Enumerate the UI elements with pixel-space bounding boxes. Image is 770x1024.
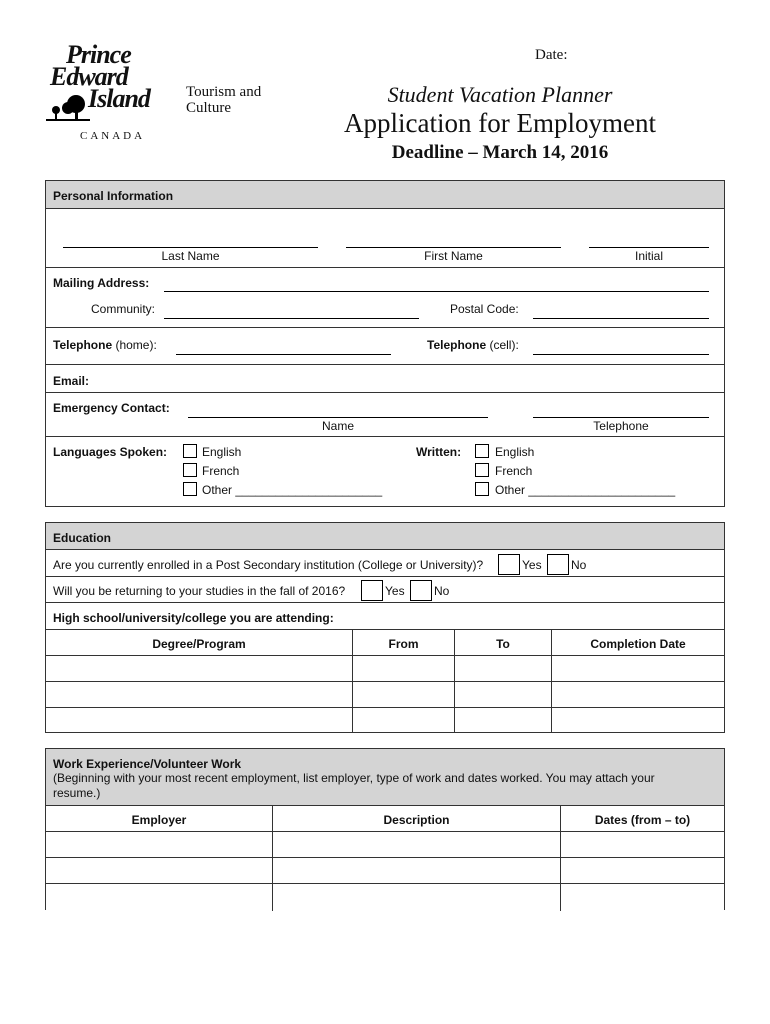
divider <box>46 364 724 365</box>
emergency-contact-name-label: Name <box>321 419 354 433</box>
divider <box>46 576 724 577</box>
returning-yes-checkbox[interactable] <box>361 580 383 601</box>
work-row-2[interactable] <box>46 858 724 883</box>
logo-country: CANADA <box>80 130 146 142</box>
written-label: Written: <box>416 445 462 459</box>
returning-yes-label: Yes <box>385 584 405 598</box>
col-header-to: To <box>496 637 510 651</box>
col-header-degree: Degree/Program <box>152 637 246 651</box>
spoken-other-checkbox[interactable] <box>183 482 197 496</box>
form-subtitle: Student Vacation Planner <box>387 82 613 107</box>
col-header-description: Description <box>383 813 450 827</box>
logo-dept-line1: Tourism and <box>186 84 262 100</box>
written-french-checkbox[interactable] <box>475 463 489 477</box>
work-section <box>45 748 725 910</box>
telephone-home-label-rest: (home): <box>112 338 157 352</box>
education-table <box>46 629 724 733</box>
written-english-label: English <box>495 445 535 459</box>
logo-word-edward: Edward <box>50 62 128 91</box>
col-header-employer: Employer <box>131 813 187 827</box>
divider <box>46 327 724 328</box>
returning-question: Will you be returning to your studies in the fall of 2016? <box>53 584 346 598</box>
education-row-3[interactable] <box>46 708 724 732</box>
last-name-field[interactable] <box>63 247 318 248</box>
email-label: Email: <box>53 374 90 388</box>
work-row-1[interactable] <box>46 832 724 857</box>
col-header-dates: Dates (from – to) <box>594 813 691 827</box>
spoken-english-checkbox[interactable] <box>183 444 197 458</box>
divider <box>46 436 724 437</box>
written-french-label: French <box>495 464 533 478</box>
education-section-header <box>46 523 724 550</box>
enrolled-yes-checkbox[interactable] <box>498 554 520 575</box>
spoken-english-label: English <box>202 445 242 459</box>
written-other-checkbox[interactable] <box>475 482 489 496</box>
languages-spoken-label: Languages Spoken: <box>53 445 168 459</box>
telephone-home-label-bold: Telephone <box>53 338 113 352</box>
spoken-other-label[interactable]: Other ______________________ <box>202 483 383 497</box>
enrolled-no-label: No <box>571 558 587 572</box>
personal-section-title: Personal Information <box>53 189 174 203</box>
written-other-label[interactable]: Other ______________________ <box>495 483 676 497</box>
divider <box>46 267 724 268</box>
enrolled-yes-label: Yes <box>522 558 542 572</box>
logo <box>44 40 284 150</box>
education-section-title: Education <box>53 531 112 545</box>
enrolled-question: Are you currently enrolled in a Post Secondary institution (College or University)? <box>53 558 484 572</box>
telephone-home-field[interactable] <box>176 354 391 355</box>
initial-label: Initial <box>634 249 663 263</box>
divider <box>46 602 724 603</box>
telephone-cell-label <box>427 338 519 352</box>
spoken-french-label: French <box>202 464 240 478</box>
school-attending-label: High school/university/college you are attending: <box>53 611 334 625</box>
form-title: Application for Employment <box>344 108 656 138</box>
work-section-title: Work Experience/Volunteer Work <box>53 757 242 771</box>
logo-word-island: Island <box>88 84 150 113</box>
work-row-3[interactable] <box>46 884 724 911</box>
education-section <box>45 522 725 733</box>
telephone-home-label <box>53 338 157 352</box>
education-row-1[interactable] <box>46 656 724 681</box>
logo-word-prince: Prince <box>66 40 131 69</box>
form-deadline: Deadline – March 14, 2016 <box>391 142 609 163</box>
col-header-from: From <box>388 637 419 651</box>
divider <box>46 392 724 393</box>
col-header-completion: Completion Date <box>590 637 686 651</box>
emergency-contact-label: Emergency Contact: <box>53 401 170 415</box>
postal-code-field[interactable] <box>533 318 709 319</box>
spoken-french-checkbox[interactable] <box>183 463 197 477</box>
first-name-field[interactable] <box>346 247 561 248</box>
emergency-contact-name-field[interactable] <box>188 417 488 418</box>
last-name-label: Last Name <box>161 249 220 263</box>
mailing-address-field[interactable] <box>164 291 709 292</box>
initial-field[interactable] <box>589 247 709 248</box>
emergency-contact-telephone-field[interactable] <box>533 417 709 418</box>
returning-no-label: No <box>434 584 450 598</box>
date-label: Date: <box>535 47 568 63</box>
first-name-label: First Name <box>424 249 483 263</box>
returning-no-checkbox[interactable] <box>410 580 432 601</box>
mailing-address-label: Mailing Address: <box>53 276 150 290</box>
personal-section <box>45 180 725 507</box>
community-field[interactable] <box>164 318 419 319</box>
tree-icon <box>46 94 90 124</box>
enrolled-no-checkbox[interactable] <box>547 554 569 575</box>
telephone-cell-label-rest: (cell): <box>486 338 519 352</box>
logo-dept-line2: Culture <box>186 100 231 116</box>
work-section-note: (Beginning with your most recent employment, list employer, type of work and dates worked. You may attach your resume.) <box>53 771 655 800</box>
postal-code-label: Postal Code: <box>450 302 519 316</box>
emergency-contact-telephone-label: Telephone <box>593 419 649 433</box>
written-english-checkbox[interactable] <box>475 444 489 458</box>
community-label: Community: <box>91 302 156 316</box>
telephone-cell-field[interactable] <box>533 354 709 355</box>
education-row-2[interactable] <box>46 682 724 707</box>
telephone-cell-label-bold: Telephone <box>427 338 487 352</box>
